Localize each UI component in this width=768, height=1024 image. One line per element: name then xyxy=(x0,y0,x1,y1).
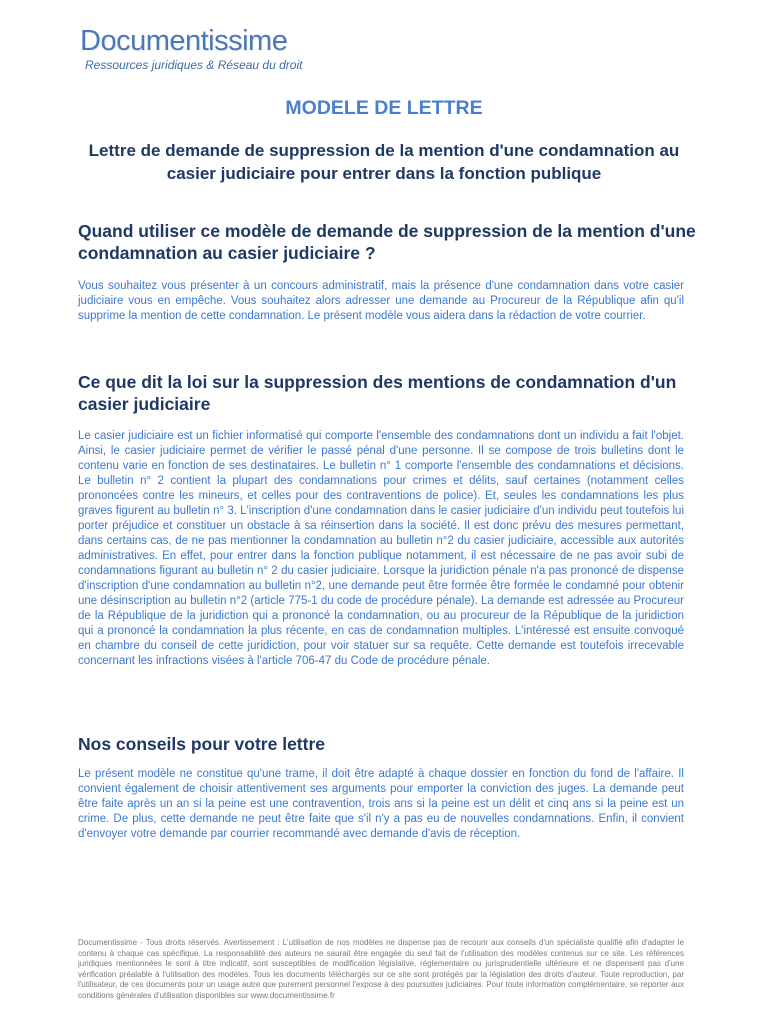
legal-footer: Documentissime - Tous droits réservés. Avertissement : L'utilisation de nos modèles ne dispense pas de recourir aux conseils d'un spécialiste qualifié afin d'adapter le contenu à chaque cas spécifique. La responsabilité des auteurs ne saurait être engagée du seul fait de l'utilisation des modèles contenus sur ce site. Les références juridiques mentionnées le sont à titre indicatif, sont susceptibles de modification législative, réglementaire ou jurisprudentielle ultérieure et ne dispensent pas d'une vérification préalable à l'utilisation des modèles. Tous les documents téléchargés sur ce site sont protégés par la législation des droits d'auteur. Toute reproduction, par l'utilisateur, de ces documents pour un usage autre que purement personnel l'expose à des poursuites judiciaires. Pour toute information complémentaire, se reporter aux conditions générales d'utilisation disponibles sur www.documentissime.fr xyxy=(78,938,684,1000)
section-heading-when-to-use: Quand utiliser ce modèle de demande de suppression de la mention d'une condamnation au casier judiciaire ? xyxy=(78,221,696,263)
section-body-when-to-use: Vous souhaitez vous présenter à un concours administratif, mais la présence d'une condamnation dans votre casier judiciaire vous en empêche. Vous souhaitez alors adresser une demande au Procureur de la République afin qu'il supprime la mention de cette condamnation. Le présent modèle vous aidera dans la rédaction de votre courrier. xyxy=(78,280,684,322)
section-body-advice: Le présent modèle ne constitue qu'une trame, il doit être adapté à chaque dossier en fonction du fond de l'affaire. Il convient également de choisir attentivement ses arguments pour emporter la conviction des juges. La demande peut être faite après un an si la peine est une contravention, trois ans si la peine est un délit et cinq ans si la peine est un crime. De plus, cette demande ne peut être faite que s'il n'y a pas eu de nouvelles condamnations. Enfin, il convient d'envoyer votre demande par courrier recommandé avec demande d'avis de réception. xyxy=(78,768,684,840)
letter-title: Lettre de demande de suppression de la mention d'une condamnation au casier judiciaire pour entrer dans la fonction publique xyxy=(88,141,680,183)
section-heading-law: Ce que dit la loi sur la suppression des mentions de condamnation d'un casier judiciaire xyxy=(78,372,677,414)
logo-subtitle: Ressources juridiques & Réseau du droit xyxy=(85,58,303,72)
logo-title: Documentissime xyxy=(80,25,288,57)
section-body-law: Le casier judiciaire est un fichier informatisé qui comporte l'ensemble des condamnations dont un individu a fait l'objet. Ainsi, le casier judiciaire permet de vérifier le passé pénal d'une personne. Il se compose de trois bulletins dont le contenu varie en fonction de ses destinataires. Le bulletin n° 1 comporte l'ensemble des condamnations et décisions. Le bulletin n° 2 contient la plupart des condamnations pour crimes et délits, sauf certaines (notamment celles prononcées contre les mineurs, et celles pour des contraventions de police). Et, seules les condamnations les plus graves figurent au bulletin n° 3. L'inscription d'une condamnation dans le casier judiciaire d'un individu peut toutefois lui porter préjudice et constituer un obstacle à sa réinsertion dans la société. Il est donc prévu des mesures permettant, dans certains cas, de ne pas mentionner la condamnation au bulletin n°2 du casier judiciaire, accessible aux autorités administratives. En effet, pour entrer dans la fonction publique notamment, il est nécessaire de ne pas avoir subi de condamnations figurant au bulletin n° 2 du casier judiciaire. Lorsque la juridiction pénale n'a pas prononcé de dispense d'inscription d'une condamnation au bulletin n°2, une demande peut être formée être formée le condamné pour obtenir une désinscription au bulletin n°2 (article 775-1 du code de procédure pénale). La demande est adressée au Procureur de la République de la juridiction qui a prononcé la condamnation, ou au procureur de la République de la juridiction qui a prononcé la condamnation la plus récente, en cas de condamnation multiples. L'intéressé est ensuite convoqué en chambre du conseil de cette juridiction, pour voir statuer sur sa requête. Cette demande est toutefois irrecevable concernant les infractions visées à l'article 706-47 du Code de procédure pénale. xyxy=(78,430,684,667)
section-heading-advice: Nos conseils pour votre lettre xyxy=(78,734,326,754)
site-logo[interactable] xyxy=(80,24,302,72)
document-type-heading: MODELE DE LETTRE xyxy=(285,97,483,119)
